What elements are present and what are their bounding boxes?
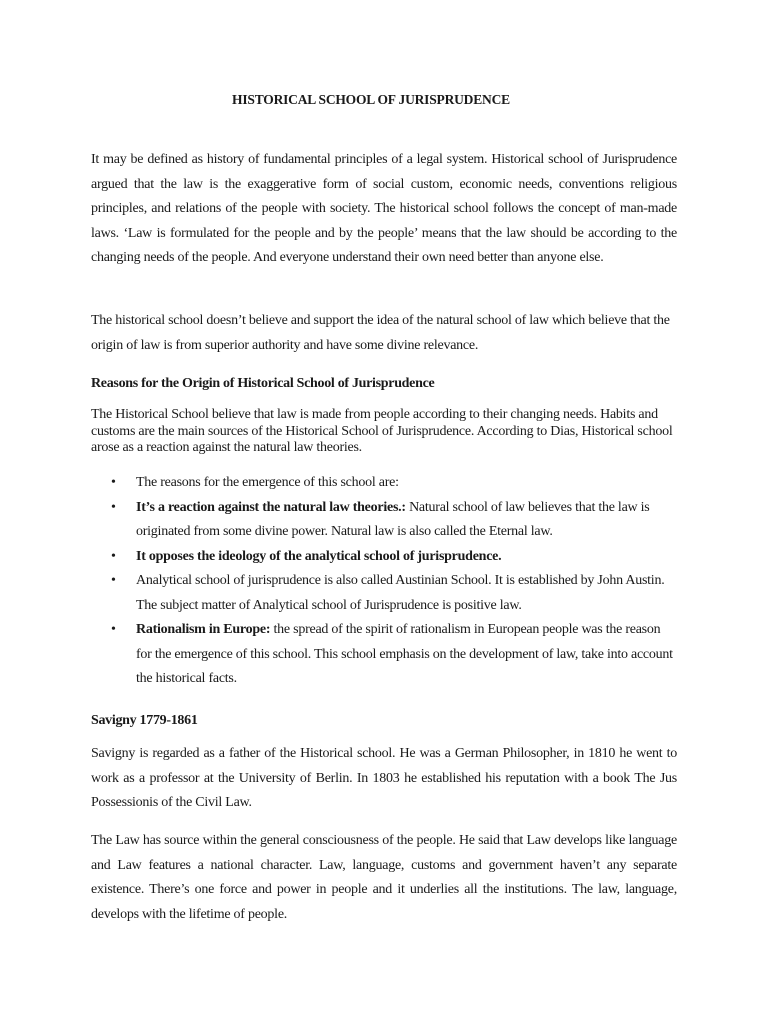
bullet-item: • It’s a reaction against the natural law theories.: Natural school of law believes that the law is originated from some divine power. Natural law is also called the Eternal law. [91, 496, 677, 545]
savigny-heading: Savigny 1779-1861 [91, 713, 198, 728]
reasons-bullet-list [91, 471, 677, 692]
document-title: HISTORICAL SCHOOL OF JURISPRUDENCE [232, 92, 510, 107]
reasons-heading: Reasons for the Origin of Historical School of Jurisprudence [91, 376, 435, 391]
reasons-paragraph: The Historical School believe that law is made from people according to their changing needs. Habits and customs are the main sources of the Historical School of Jurisprudence. According to Dias, Historical school arose as a reaction against the natural law theories. [91, 407, 673, 455]
savigny-paragraph: Savigny is regarded as a father of the Historical school. He was a German Philosopher, in 1810 he went to work as a professor at the University of Berlin. In 1803 he established his reputation with a book The Jus Possessionis of the Civil Law. [91, 746, 677, 810]
bullet-icon: • [111, 622, 116, 637]
natural-school-paragraph: The historical school doesn’t believe and support the idea of the natural school of law which believe that the origin of law is from superior authority and have some divine relevance. [91, 313, 670, 353]
bullet-icon: • [111, 499, 116, 515]
bullet-item: • Rationalism in Europe: the spread of the spirit of rationalism in European people was the reason for the emergence of this school. This school emphasis on the development of law, take into account the historical facts. [91, 618, 677, 692]
intro-paragraph: It may be defined as history of fundamental principles of a legal system. Historical school of Jurisprudence argued that the law is the exaggerative form of social custom, economic needs, conventions religious principles, and relations of the people with society. The historical school follows the concept of man-made laws. ‘Law is formulated for the people and by the people’ means that the law should be according to the changing needs of the people. And everyone understand their own need better than anyone else. [91, 152, 677, 265]
bullet-item: • Analytical school of jurisprudence is also called Austinian School. It is established by John Austin. The subject matter of Analytical school of Jurisprudence is positive law. [91, 569, 677, 618]
bullet-icon: • [111, 475, 116, 490]
law-source-paragraph: The Law has source within the general consciousness of the people. He said that Law develops like language and Law features a national character. Law, language, customs and government haven’t any separate existence. There’s one force and power in people and it underlies all the institutions. The law, language, develops with the lifetime of people. [91, 833, 677, 922]
bullet-item: • It opposes the ideology of the analytical school of jurisprudence. [91, 545, 677, 570]
bullet-icon: • [111, 573, 116, 588]
bullet-icon: • [111, 548, 116, 564]
bullet-item: • The reasons for the emergence of this school are: [91, 471, 677, 496]
